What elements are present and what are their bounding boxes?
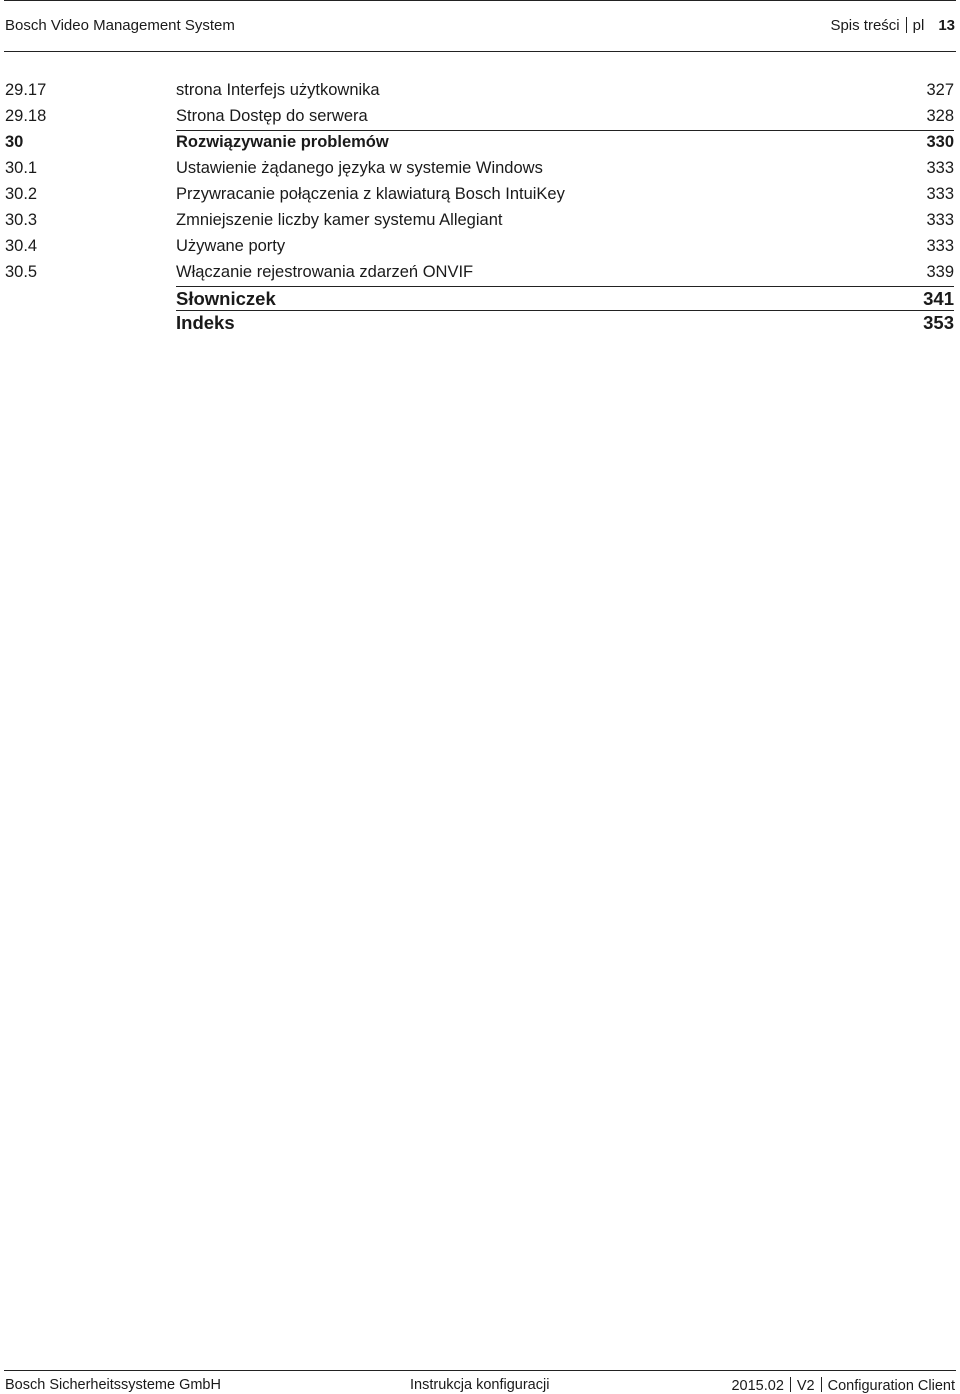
footer-separator (790, 1377, 791, 1392)
toc-entry-page: 333 (926, 185, 954, 203)
toc-entry-title: strona Interfejs użytkownika (176, 81, 380, 99)
toc-entry-page: 333 (926, 159, 954, 177)
toc-chapter-entry[interactable] (5, 310, 954, 334)
header-section: Spis treści (830, 17, 900, 34)
toc-entry-page: 353 (923, 312, 954, 333)
toc-entry-page: 330 (926, 133, 954, 151)
header-bottom-rule (4, 51, 956, 52)
toc-entry-number: 30.1 (5, 159, 38, 177)
toc-entry-page: 339 (926, 263, 954, 281)
footer-rule (4, 1370, 956, 1371)
toc-entry-title: Ustawienie żądanego języka w systemie Windows (176, 159, 543, 177)
header-lang: pl (912, 17, 925, 34)
toc-entry[interactable] (5, 78, 954, 104)
footer-company: Bosch Sicherheitssysteme GmbH (5, 1377, 221, 1393)
toc-chapter-entry[interactable] (5, 286, 954, 310)
footer-product: Configuration Client (827, 1378, 955, 1394)
footer-doc-type: Instrukcja konfiguracji (410, 1377, 550, 1393)
footer-right (731, 1377, 955, 1394)
toc-entry-page: 333 (926, 237, 954, 255)
header-top-rule (4, 0, 956, 1)
toc-entry-title: Strona Dostęp do serwera (176, 107, 368, 125)
toc-entry-title: Przywracanie połączenia z klawiaturą Bosch IntuiKey (176, 185, 565, 203)
toc-entry-number: 29.17 (5, 81, 47, 99)
toc-entry[interactable] (5, 156, 954, 182)
toc-entry[interactable] (5, 182, 954, 208)
footer-separator (821, 1377, 822, 1392)
toc-entry-page: 341 (923, 288, 954, 309)
toc-entry-title: Rozwiązywanie problemów (176, 133, 389, 151)
toc-entry[interactable] (5, 104, 954, 130)
page-header (5, 14, 955, 38)
toc-entry-number: 30 (5, 133, 24, 151)
toc-entry-title: Zmniejszenie liczby kamer systemu Allegiant (176, 211, 503, 229)
toc-chapter-entry[interactable] (5, 130, 954, 156)
toc-entry-title: Włączanie rejestrowania zdarzeń ONVIF (176, 263, 474, 281)
table-of-contents (5, 78, 954, 334)
toc-entry-page: 333 (926, 211, 954, 229)
toc-entry-title: Indeks (176, 312, 235, 333)
toc-entry-number: 29.18 (5, 107, 47, 125)
toc-entry-title: Używane porty (176, 237, 286, 255)
toc-entry-page: 327 (926, 81, 954, 99)
toc-entry-number: 30.3 (5, 211, 38, 229)
toc-entry-number: 30.2 (5, 185, 38, 203)
footer-version: V2 (796, 1378, 815, 1394)
header-right (830, 17, 955, 34)
footer-date: 2015.02 (731, 1378, 784, 1394)
header-product: Bosch Video Management System (5, 17, 235, 34)
toc-entry[interactable] (5, 260, 954, 286)
header-page-number: 13 (938, 17, 955, 34)
toc-entry-number: 30.5 (5, 263, 38, 281)
toc-entry-number: 30.4 (5, 237, 38, 255)
toc-entry[interactable] (5, 234, 954, 260)
toc-entry[interactable] (5, 208, 954, 234)
toc-entry-page: 328 (926, 107, 954, 125)
toc-entry-title: Słowniczek (176, 288, 276, 309)
header-separator (906, 17, 907, 33)
